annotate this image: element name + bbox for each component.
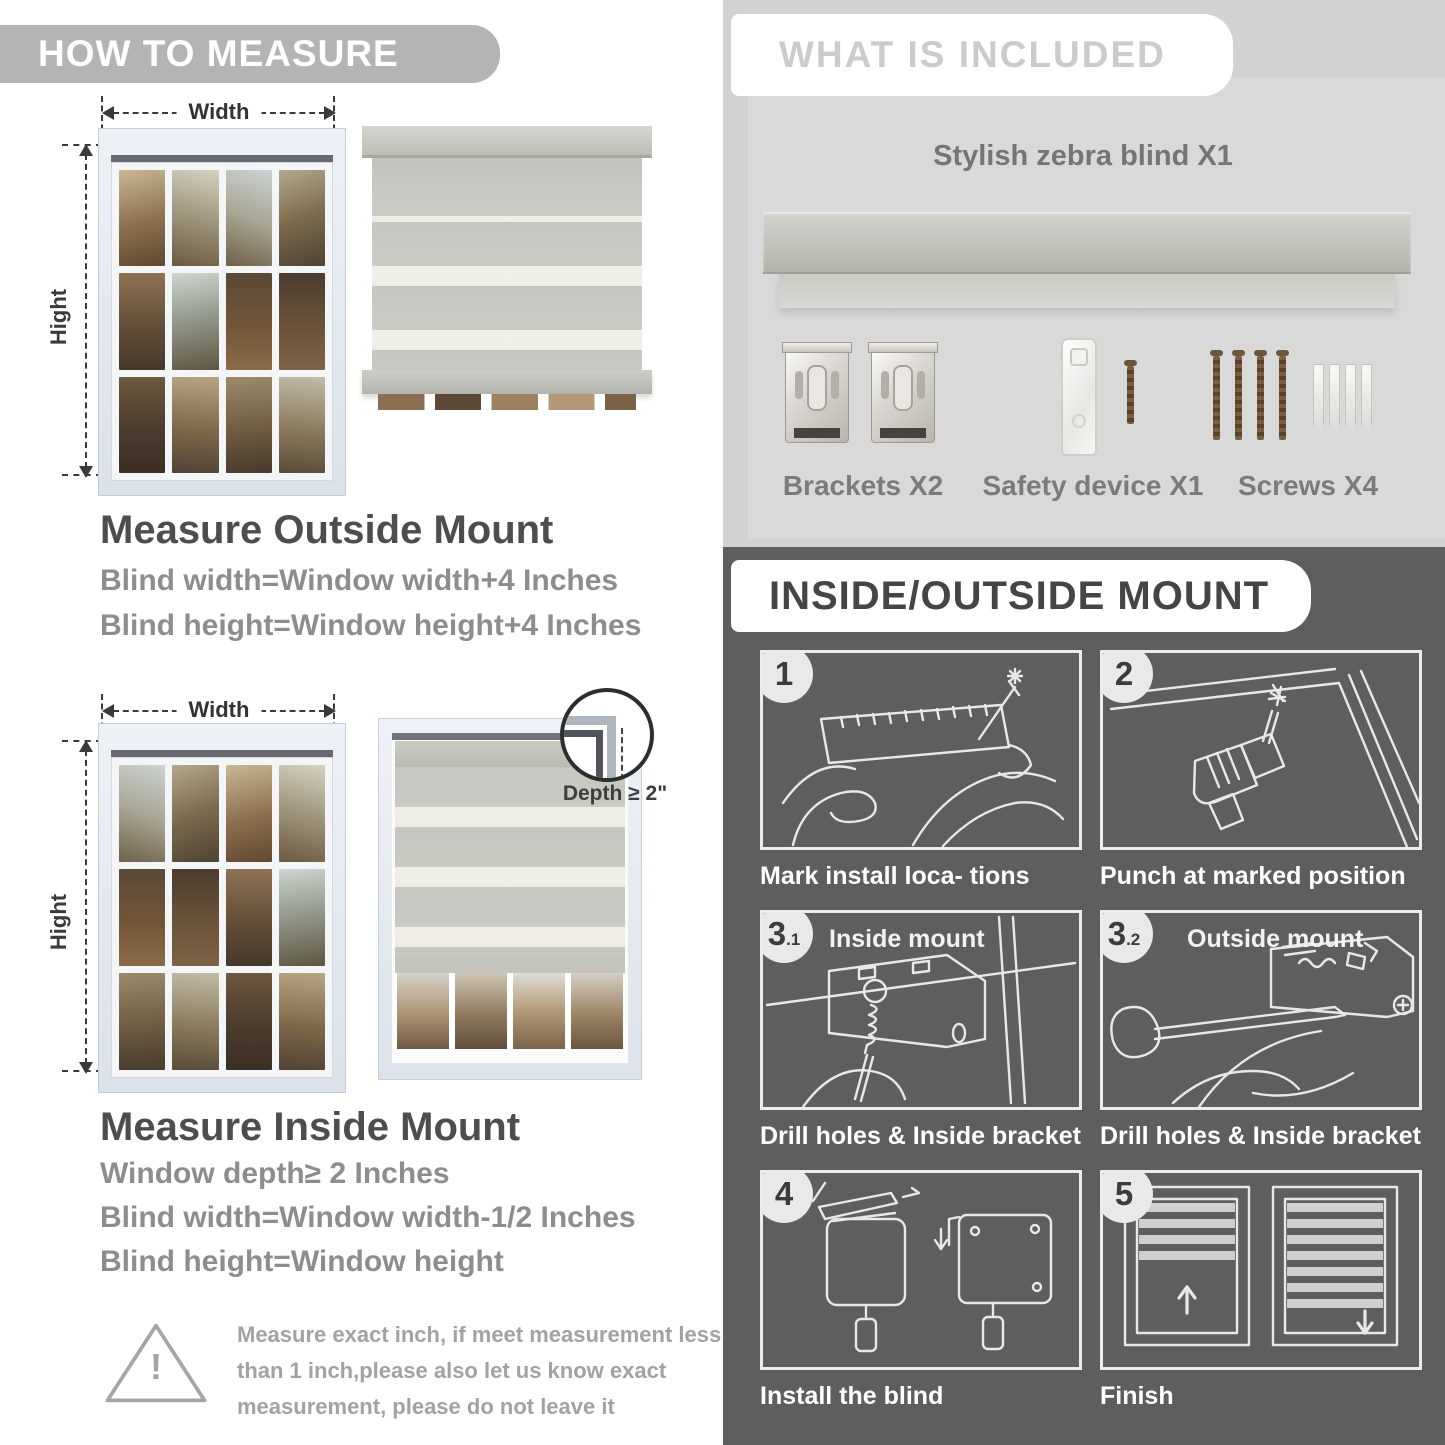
window-glass — [111, 757, 333, 1078]
step-4-caption: Install the blind — [760, 1382, 944, 1410]
height-arrow-outside — [75, 146, 97, 476]
step-3-2-tag: Outside mount — [1187, 925, 1364, 953]
inside-mount-rule-3: Blind height=Window height — [100, 1245, 504, 1278]
outside-mount-title: Measure Outside Mount — [100, 508, 554, 552]
how-to-measure-banner: HOW TO MEASURE — [0, 25, 500, 83]
step-3-1-illustration — [760, 910, 1082, 1110]
wall-anchor-graphic — [1329, 364, 1340, 434]
warning-line: Measure exact inch, if meet measurement less — [237, 1322, 722, 1347]
depth-label: Depth ≥ 2" — [562, 782, 668, 805]
step-subnumber: .2 — [1126, 930, 1141, 949]
step-3-1-tag: Inside mount — [829, 925, 985, 953]
arrow-head-down-icon — [79, 1062, 93, 1074]
step-2 — [1100, 650, 1422, 891]
warning-line: measurement, please do not leave it — [237, 1394, 615, 1419]
window-sash-right — [226, 170, 326, 473]
window-sash-left — [119, 765, 219, 1070]
arrow-head-up-icon — [79, 740, 93, 752]
inside-outside-mount-section — [723, 547, 1445, 1445]
outside-mount-rule-2: Blind height=Window height+4 Inches — [100, 609, 642, 642]
inside-mount-rule-2: Blind width=Window width-1/2 Inches — [100, 1201, 636, 1234]
frame-inner-corner — [560, 730, 603, 782]
width-label: Width — [177, 99, 262, 125]
product-label: Stylish zebra blind X1 — [933, 140, 1233, 172]
screw-graphic — [1127, 366, 1134, 424]
step-5-illustration — [1100, 1170, 1422, 1370]
zebra-blind-roll — [372, 158, 642, 216]
step-number: 3 — [767, 915, 787, 952]
step-number: 4 — [774, 1175, 794, 1212]
blind-bottombar — [395, 957, 625, 973]
zebra-blind-headrail — [362, 126, 652, 158]
blind-headrail-lower-graphic — [779, 274, 1395, 308]
mount-banner: INSIDE/OUTSIDE MOUNT — [731, 560, 1311, 632]
step-3-2-illustration — [1100, 910, 1422, 1110]
step-3-1 — [760, 910, 1082, 1151]
wall-anchor-graphic — [1313, 364, 1324, 434]
step-number: 1 — [774, 655, 794, 692]
step-3-1-caption: Drill holes & Inside bracket — [760, 1122, 1081, 1150]
step-5 — [1100, 1170, 1422, 1411]
step-3-2 — [1100, 910, 1422, 1151]
height-arrow-inside — [75, 742, 97, 1072]
screw-graphic — [1213, 356, 1220, 440]
step-1-illustration — [760, 650, 1082, 850]
window-photo-outside — [98, 128, 346, 496]
zebra-blind-bottomrail — [362, 370, 652, 394]
window-sash-right — [226, 765, 326, 1070]
depth-measure-line — [621, 728, 623, 780]
depth-magnifier-icon — [560, 688, 654, 782]
safety-device-graphic — [1061, 338, 1097, 456]
width-arrow-outside — [103, 99, 335, 124]
arrow-head-right-icon — [324, 704, 336, 718]
warning-text — [237, 1317, 721, 1425]
step-4 — [760, 1170, 1082, 1411]
brackets-label: Brackets X2 — [782, 470, 944, 501]
how-to-measure-section — [0, 0, 722, 1445]
step-2-caption: Punch at marked position — [1100, 862, 1406, 890]
bracket-graphic — [871, 348, 935, 443]
screw-graphic — [1235, 356, 1242, 440]
step-1-caption: Mark install loca- tions — [760, 862, 1030, 890]
wall-anchor-graphic — [1345, 364, 1356, 434]
width-label: Width — [177, 697, 262, 723]
window-top-shadow — [111, 155, 333, 162]
arrow-head-down-icon — [79, 466, 93, 478]
step-number: 3 — [1107, 915, 1127, 952]
safety-device-label: Safety device X1 — [982, 470, 1204, 501]
step-number: 2 — [1114, 655, 1134, 692]
blind-headrail-graphic — [763, 212, 1411, 274]
arrow-head-up-icon — [79, 144, 93, 156]
wall-anchor-graphic — [1361, 364, 1372, 434]
arrow-head-right-icon — [324, 106, 336, 120]
step-1 — [760, 650, 1082, 891]
window-photo-inside — [98, 723, 346, 1093]
inside-mount-title: Measure Inside Mount — [100, 1105, 521, 1149]
right-column — [723, 0, 1445, 1445]
window-lower-panes — [395, 973, 625, 1049]
step-2-illustration — [1100, 650, 1422, 850]
warning-line: than 1 inch,please also let us know exact — [237, 1358, 667, 1383]
screw-graphic — [1279, 356, 1286, 440]
warning-exclamation: ! — [150, 1346, 162, 1387]
bracket-graphic — [785, 348, 849, 443]
window-sash-left — [119, 170, 219, 473]
step-4-illustration — [760, 1170, 1082, 1370]
window-top-shadow — [111, 750, 333, 757]
window-glimpse — [378, 394, 636, 410]
arrow-head-left-icon — [102, 704, 114, 718]
outside-mount-rule-1: Blind width=Window width+4 Inches — [100, 564, 619, 597]
step-subnumber: .1 — [786, 930, 801, 949]
what-is-included-banner: WHAT IS INCLUDED — [731, 14, 1233, 96]
height-label: Hight — [46, 288, 72, 346]
screw-graphic — [1257, 356, 1264, 440]
width-arrow-inside — [103, 697, 335, 722]
screws-label: Screws X4 — [1237, 470, 1379, 501]
window-glass — [111, 162, 333, 481]
arrow-head-left-icon — [102, 106, 114, 120]
height-label: Hight — [46, 893, 72, 951]
step-number: 5 — [1114, 1175, 1134, 1212]
step-5-caption: Finish — [1100, 1382, 1174, 1410]
inside-mount-rule-1: Window depth≥ 2 Inches — [100, 1157, 450, 1190]
arrow-line — [85, 154, 87, 468]
arrow-line — [85, 750, 87, 1064]
what-is-included-section — [723, 0, 1445, 547]
step-3-2-caption: Drill holes & Inside bracket — [1100, 1122, 1421, 1150]
